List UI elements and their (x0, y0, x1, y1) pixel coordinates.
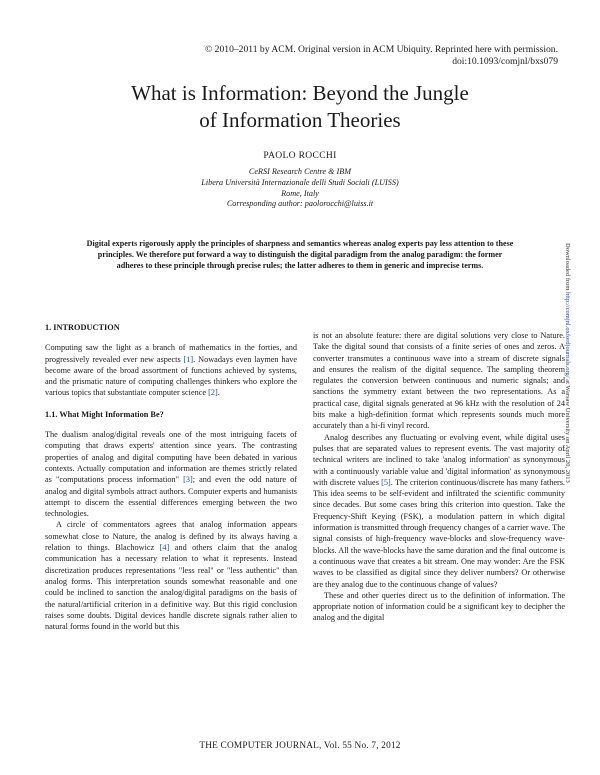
copyright-notice (98, 44, 558, 68)
paragraph (45, 342, 297, 398)
text-run: and others claim that the analog communication has a necessary relation to what it represents. Instead discretization produces representations "less real" or "less authentic" than analog forms. This interpretation sounds somewhat reasonable and one could be inclined to sanction the analog/digital paradigms on the basis of the natural/artificial criterion in a definitive way. But this rigid conclusion raises some doubts. Digital devices handle discrete signals rather alien to natural forms found in the world but this (45, 543, 297, 632)
left-column (45, 322, 297, 632)
doi-line: doi:10.1093/comjnl/bxs079 (452, 56, 558, 67)
text-run: . Nowadays even laymen have become aware of the broad assortment of functions achieved by systems, and the prismatic nature of computing challenges thinkers who explore the various topics that substantiate computer science (45, 354, 297, 398)
download-sidenote (564, 243, 571, 483)
sidenote-prefix: Downloaded from (564, 243, 571, 293)
citation-link[interactable]: [5] (381, 477, 391, 487)
text-run: ; and even the odd nature of analog and digital symbols attract authors. Computer experts and humanists attempt to discern the essential differences emerging between the two technologies. (45, 475, 297, 519)
text-run: . The criterion continuous/discrete has many fathers. This idea seems to be self-evident and infiltrated the scientific community since decades. But some cases bring this criterion into question. Take the Frequency-Shift Keying (FSK), a modulation pattern in which digital information is transmitted through frequency changes of a carrier wave. The signal consists of high-frequency wave-blocks and slow-frequency wave-blocks. All the wave-blocks have the same duration and the final outcome is a continuous wave that creates a bit stream. One may wonder: Are the FSK waves to be classified as digital since they deliver numbers? Or otherwise are they analog due to the continuous change of values? (313, 477, 565, 589)
sidenote-link[interactable]: http://comjnl.oxfordjournals.org/ (564, 292, 571, 378)
text-run: Computing saw the light as a branch of mathematics in the forties, and progressively revealed ever new aspects (45, 343, 297, 364)
paragraph (313, 432, 565, 590)
affiliation-line: Rome, Italy (281, 188, 319, 198)
paper-title (60, 80, 540, 134)
right-column (313, 330, 565, 624)
copyright-line: © 2010–2011 by ACM. Original version in ACM Ubiquity. Reprinted here with permission. (205, 44, 558, 55)
text-run: A circle of commentators agrees that analog information appears somewhat close to Nature, the analog is defined by its always having a relation to things. Blachowicz (45, 520, 297, 553)
author-name: PAOLO ROCCHI (263, 150, 337, 161)
citation-link[interactable]: [4] (159, 543, 170, 553)
text-run: Analog describes any fluctuating or evolving event, while digital uses pulses that are separated values to represent events. The vast majority of technical writers are inclined to take 'analog information' as synonymous with a continuously variable value and 'digital information' as synonymous with discrete values (313, 432, 565, 487)
journal-footer: THE COMPUTER JOURNAL, Vol. 55 No. 7, 2012 (199, 741, 401, 751)
title-line-2: of Information Theories (199, 108, 401, 132)
subsection-heading: 1.1. What Might Information Be? (45, 409, 164, 419)
paragraph: is not an absolute feature: there are digital solutions very close to Nature. Take the digital sound that consists of a finite series of ones and zeros. A converter transmutes a continuous wave into a stream of discrete signals and ensures the realism of the digital sequence. The sampling theorem regulates the conversion between continuous and numeric signals; and sanctions the symmetry extant between the two representations. As a practical case, digital signals generated at 96 kHz with the resolution of 24 bits make a high-definition format which represents sounds much more accurately than a hi-fi vinyl record. (313, 331, 565, 431)
title-line-1: What is Information: Beyond the Jungle (131, 81, 469, 105)
citation-link[interactable]: [2] (208, 388, 218, 398)
abstract: Digital experts rigorously apply the principles of sharpness and semantics whereas analog experts pay less attention to these principles. We therefore put forward a way to distinguish the digital paradigm from the analog paradigm: the former adheres to these principle through precise rules; the latter adheres to them in generic and imprecise terms. (86, 239, 514, 270)
citation-link[interactable]: [3] (183, 475, 193, 485)
text-run: . (217, 388, 220, 398)
text-run: The dualism analog/digital reveals one of the most intriguing facets of computing that draws experts' attention since years. The contrasting properties of analog and digital computing have been debated in various contexts. Actually computation and information are themes strictly related as "computations process information" (45, 430, 297, 485)
affiliations (100, 167, 500, 210)
paragraph (45, 429, 297, 519)
citation-link[interactable]: [1] (183, 354, 194, 364)
sidenote-suffix: at Warsaw University on April 20, 2013 (564, 377, 571, 483)
paragraph: These and other queries direct us to the definition of information. The appropriate notion of information could be a significant key to decipher the analog and the digital (313, 590, 565, 623)
affiliation-line: Libera Università Internazionale delli Studi Sociali (LUISS) (201, 177, 399, 187)
paragraph (45, 519, 297, 632)
corresponding-author: Corresponding author: paolorocchi@luiss.it (226, 199, 374, 209)
section-heading: 1. INTRODUCTION (45, 323, 120, 332)
affiliation-line: CeRSI Research Centre & IBM (248, 167, 352, 176)
